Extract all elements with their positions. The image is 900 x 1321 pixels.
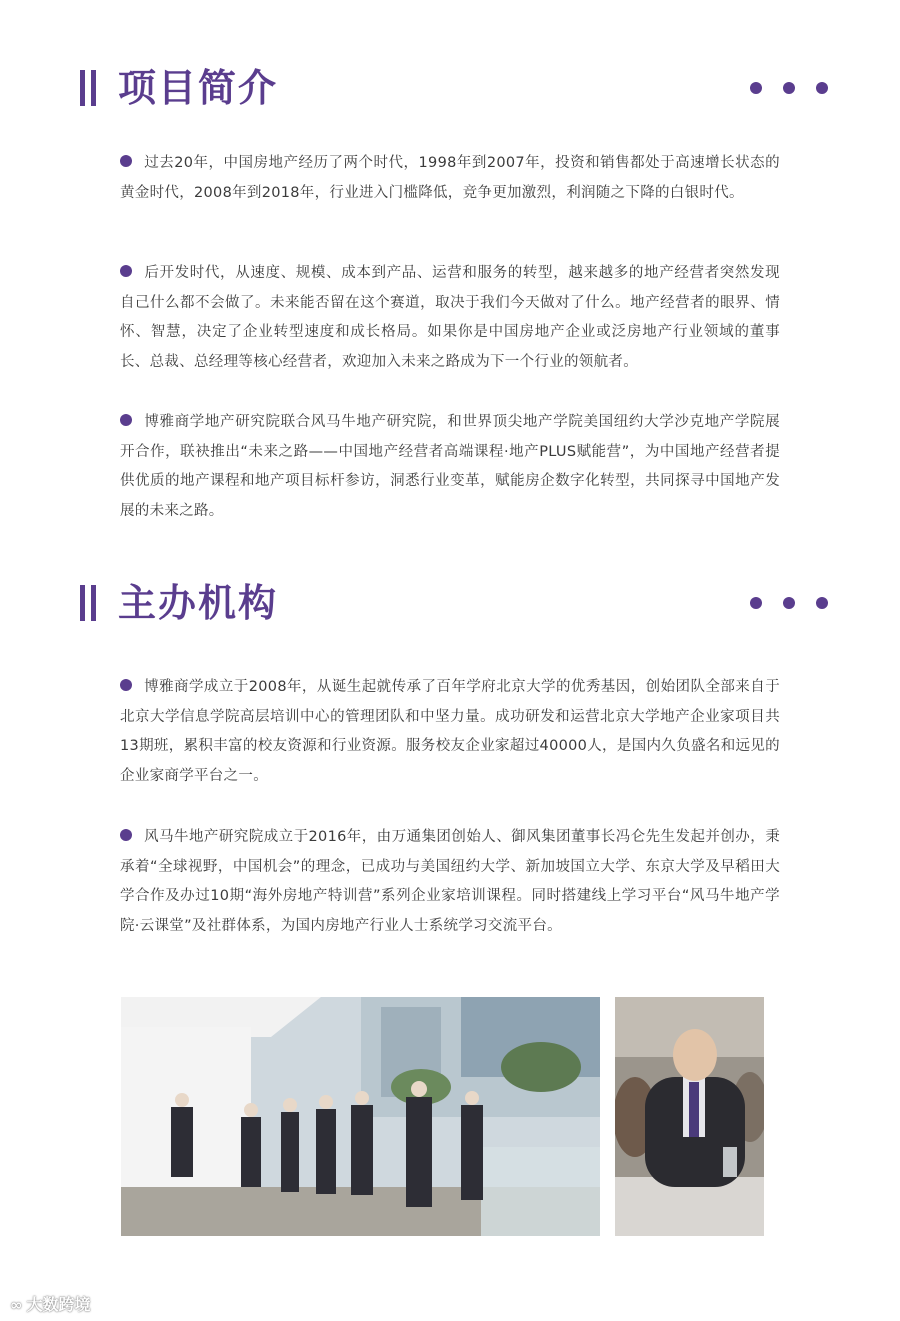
- intro-paragraph-2: [120, 259, 780, 377]
- infinity-icon: ∞: [10, 1296, 23, 1314]
- watermark-logo: [10, 1292, 91, 1316]
- title-bars-decoration: [80, 70, 100, 106]
- organizer-paragraph-1-text: 博雅商学成立于2008年，从诞生起就传承了百年学府北京大学的优秀基因，创始团队全部来自于北京大学信息学院高层培训中心的管理团队和中坚力量。成功研发和运营北京大学地产企业家项目共13期班，累积丰富的校友资源和行业资源。服务校友企业家超过40000人，是国内久负盛名和远见的企业家商学平台之一。: [120, 679, 780, 784]
- section-header-organizers: [80, 579, 830, 629]
- intro-paragraph-1-text: 过去20年，中国房地产经历了两个时代，1998年到2007年，投资和销售都处于高速增长状态的黄金时代，2008年到2018年，行业进入门槛降低，竞争更加激烈，利润随之下降的白银时代。: [120, 155, 780, 201]
- intro-paragraph-3: [120, 408, 780, 526]
- dots-decoration: [750, 82, 830, 96]
- section-title-intro: 项目简介: [118, 66, 279, 110]
- section-title-organizers: 主办机构: [118, 581, 279, 625]
- dots-decoration: [750, 597, 830, 611]
- organizer-paragraph-1: [120, 673, 780, 791]
- intro-paragraph-2-text: 后开发时代，从速度、规模、成本到产品、运营和服务的转型，越来越多的地产经营者突然发现自己什么都不会做了。未来能否留在这个赛道，取决于我们今天做对了什么。地产经营者的眼界、情怀、智慧，决定了企业转型速度和成长格局。如果你是中国房地产企业或泛房地产行业领域的董事长、总裁、总经理等核心经营者，欢迎加入未来之路成为下一个行业的领航者。: [120, 265, 780, 370]
- bullet-icon: [120, 155, 132, 167]
- bullet-icon: [120, 265, 132, 277]
- section-header-intro: [80, 64, 830, 114]
- bullet-icon: [120, 679, 132, 691]
- bullet-icon: [120, 829, 132, 841]
- intro-paragraph-3-text: 博雅商学地产研究院联合风马牛地产研究院，和世界顶尖地产学院美国纽约大学沙克地产学院展开合作，联袂推出“未来之路——中国地产经营者高端课程·地产PLUS赋能营”，为中国地产经营者提供优质的地产课程和地产项目标杆参访，洞悉行业变革，赋能房企数字化转型，共同探寻中国地产发展的未来之路。: [120, 414, 780, 519]
- intro-paragraph-1: [120, 149, 780, 208]
- watermark-text: 大数跨境: [26, 1295, 91, 1314]
- organizer-paragraph-2: [120, 823, 780, 941]
- organizer-paragraph-2-text: 风马牛地产研究院成立于2016年，由万通集团创始人、御风集团董事长冯仑先生发起并创办，秉承着“全球视野，中国机会”的理念，已成功与美国纽约大学、新加坡国立大学、东京大学及早稻田大学合作及办过10期“海外房地产特训营”系列企业家培训课程。同时搭建线上学习平台“风马牛地产学院·云课堂”及社群体系，为国内房地产行业人士系统学习交流平台。: [120, 829, 780, 934]
- group-visit-photo: [121, 997, 600, 1236]
- title-bars-decoration: [80, 585, 100, 621]
- participant-photo: [615, 997, 764, 1236]
- bullet-icon: [120, 414, 132, 426]
